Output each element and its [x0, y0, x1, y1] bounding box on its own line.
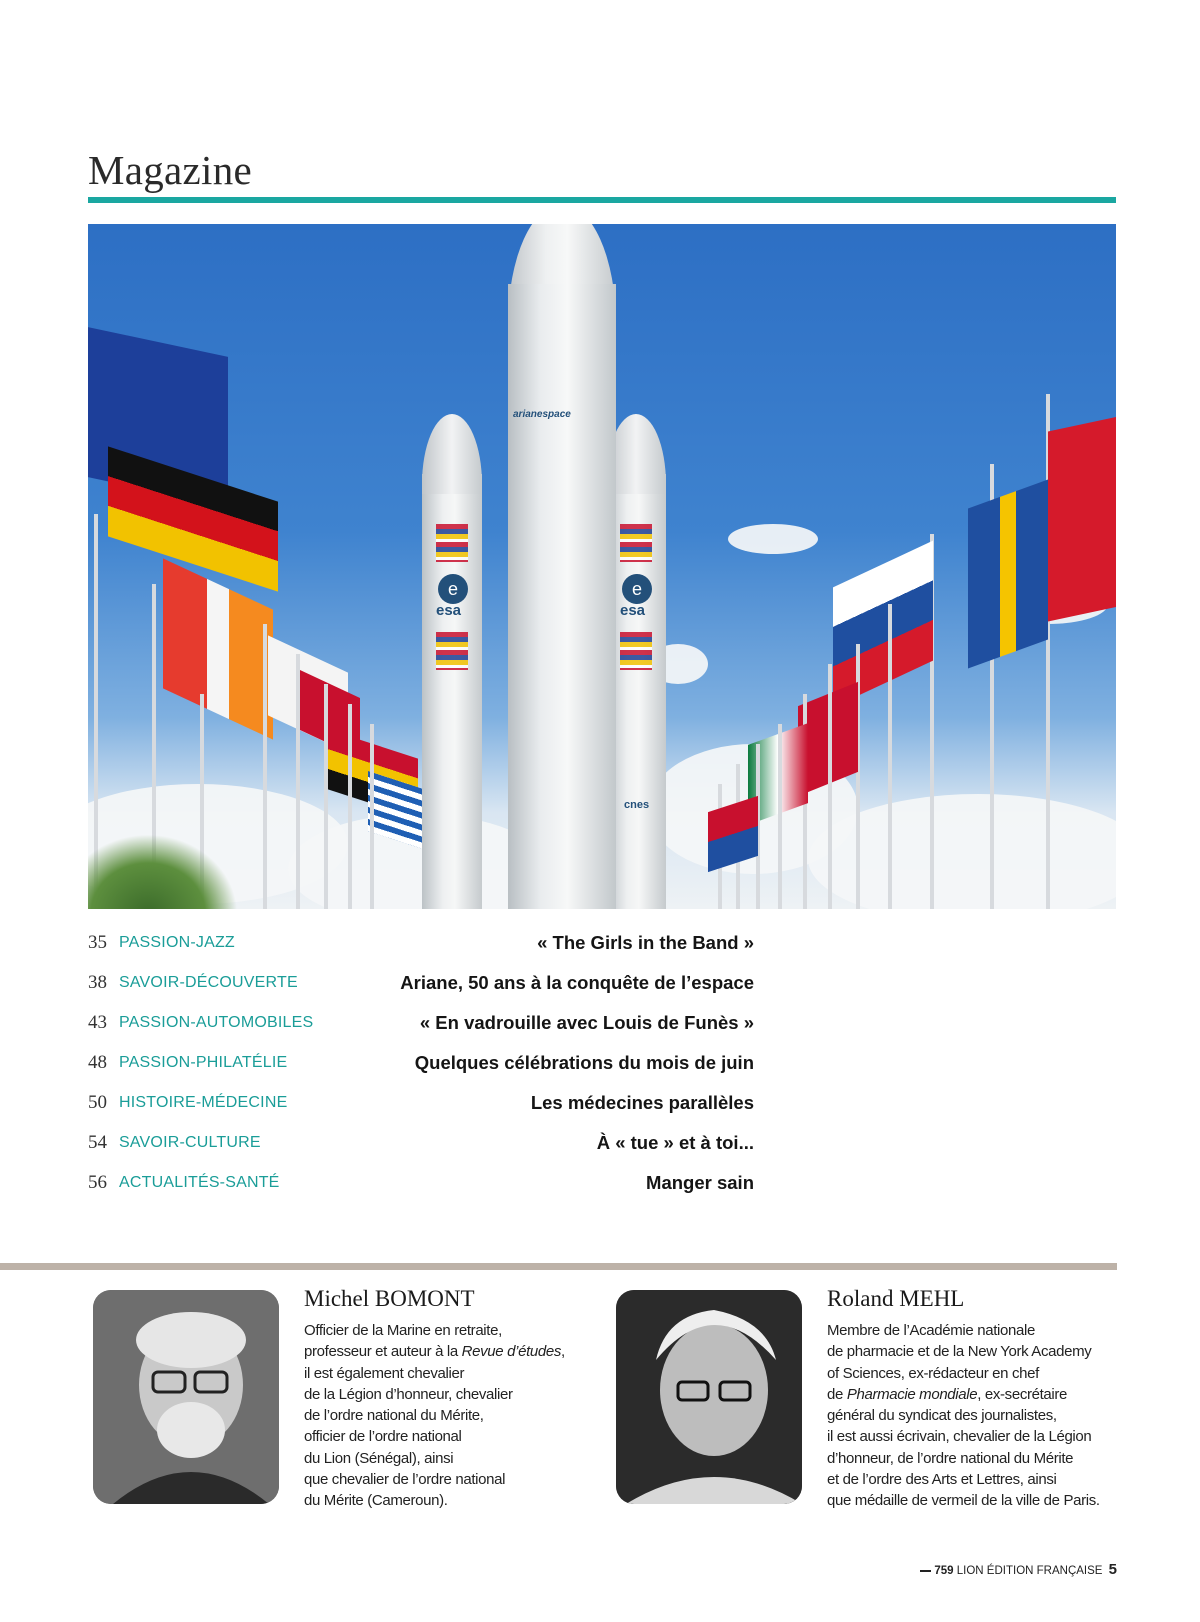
author-bio: Officier de la Marine en retraite, professeur et auteur à la Revue d’études, il est également chevalier de la Légion d’honneur, chevalier de l’ordre national du Mérite, officier de l’ordre national du Lion (Sénégal), ainsi que chevalier de l’ordre national du Mérite (Cameroun).	[304, 1322, 565, 1510]
toc-title: Les médecines parallèles	[530, 1092, 754, 1113]
toc-entry[interactable]	[88, 1092, 754, 1132]
toc-title: « The Girls in the Band »	[537, 932, 754, 953]
toc-entry[interactable]	[88, 1052, 754, 1092]
hero-photo	[88, 224, 1116, 909]
footer-dash	[920, 1570, 931, 1572]
toc-title: À « tue » et à toi...	[596, 1132, 754, 1153]
toc-title: Ariane, 50 ans à la conquête de l’espace	[400, 972, 754, 993]
toc-entry[interactable]	[88, 972, 754, 1012]
toc-page-number: 54	[88, 1132, 107, 1153]
portrait-icon	[93, 1290, 279, 1504]
toc-title: Manger sain	[646, 1172, 754, 1193]
toc-page-number: 56	[88, 1172, 107, 1193]
issue-number: 759	[934, 1565, 954, 1577]
title-underline	[88, 197, 1116, 203]
toc-entry[interactable]	[88, 932, 754, 972]
esa-logo-icon: e	[438, 574, 468, 604]
author-name: Roland MEHL	[827, 1286, 965, 1311]
toc-page-number: 43	[88, 1012, 107, 1033]
toc-category: SAVOIR-DÉCOUVERTE	[119, 974, 298, 991]
toc-category: ACTUALITÉS-SANTÉ	[119, 1174, 280, 1191]
section-title: Magazine	[88, 147, 253, 193]
page-footer	[920, 1561, 1117, 1578]
toc-category: SAVOIR-CULTURE	[119, 1134, 261, 1151]
esa-logo-text: esa	[436, 602, 462, 619]
toc-title: Quelques célébrations du mois de juin	[414, 1052, 754, 1073]
arianespace-logo: arianespace	[513, 409, 571, 420]
toc-category: PASSION-PHILATÉLIE	[119, 1054, 288, 1071]
toc-page-number: 48	[88, 1052, 107, 1073]
toc-category: PASSION-JAZZ	[119, 934, 235, 951]
toc-page-number: 38	[88, 972, 107, 993]
author-bio: Membre de l’Académie nationale de pharmacie et de la New York Academy of Sciences, ex-rédacteur en chef de Pharmacie mondiale, ex-secrétaire général du syndicat des journalistes, il est aussi écrivain, chevalier de la Légion d’honneur, de l’ordre national du Mérite et de l’ordre des Arts et Lettres, ainsi que médaille de vermeil de la ville de Paris.	[827, 1322, 1100, 1510]
page-number: 5	[1108, 1561, 1117, 1578]
toc-entry[interactable]	[88, 1172, 754, 1212]
toc-category: HISTOIRE-MÉDECINE	[119, 1094, 288, 1111]
author-name: Michel BOMONT	[304, 1286, 475, 1311]
cnes-logo-text: cnes	[624, 799, 650, 811]
toc-title: « En vadrouille avec Louis de Funès »	[419, 1012, 754, 1033]
authors-divider	[0, 1263, 1117, 1270]
author-photo-mehl	[616, 1290, 802, 1504]
portrait-icon	[616, 1290, 802, 1504]
toc-entry[interactable]	[88, 1012, 754, 1052]
toc-category: PASSION-AUTOMOBILES	[119, 1014, 314, 1031]
publication-name: LION ÉDITION FRANÇAISE	[956, 1565, 1103, 1577]
table-of-contents	[88, 932, 754, 1212]
author-photo-bomont	[93, 1290, 279, 1504]
toc-page-number: 35	[88, 932, 107, 953]
toc-page-number: 50	[88, 1092, 107, 1113]
esa-logo-icon-2: e	[622, 574, 652, 604]
red-flag	[1048, 417, 1116, 622]
toc-entry[interactable]	[88, 1132, 754, 1172]
esa-logo-text-2: esa	[620, 602, 646, 619]
